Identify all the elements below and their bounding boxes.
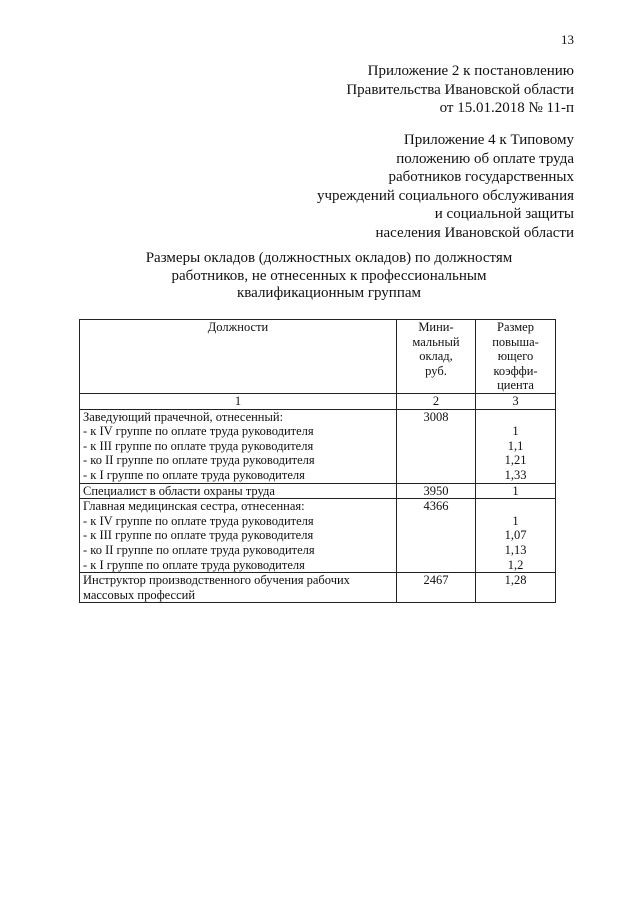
column-number: 3: [476, 393, 556, 409]
appendix-reference-typical-regulation: [317, 131, 574, 242]
document-title: [0, 250, 640, 303]
appendix-line: учреждений социального обслуживания: [316, 187, 574, 204]
table-row: [80, 499, 556, 573]
column-number: 2: [397, 393, 476, 409]
salary-table: [79, 319, 556, 603]
min-salary-cell: 3950: [397, 483, 476, 499]
min-salary-cell: 4366: [397, 499, 476, 573]
column-number: 1: [80, 393, 397, 409]
page-number: 13: [561, 32, 574, 47]
appendix-line: Приложение 2 к постановлению: [367, 63, 574, 79]
title-line: Размеры окладов (должностных окладов) по должностям: [145, 250, 513, 266]
appendix-line: Правительства Ивановской области: [346, 81, 574, 98]
title-line: работников, не отнесенных к профессиональным: [171, 267, 487, 284]
column-number-row: [80, 393, 556, 409]
position-cell: Главная медицинская сестра, отнесенная: - к IV группе по оплате труда руководителя - к III группе по оплате труда руководителя - ко II группе по оплате труда руководителя - к I группе по оплате труда руководителя: [80, 499, 397, 573]
position-cell: Заведующий прачечной, отнесенный: - к IV группе по оплате труда руководителя - к III группе по оплате труда руководителя - ко II группе по оплате труда руководителя - к I группе по оплате труда руководителя: [80, 409, 397, 483]
appendix-line: положению об оплате труда: [396, 150, 574, 167]
appendix-reference: [346, 62, 574, 118]
appendix-line: населения Ивановской области: [375, 224, 574, 241]
header-coefficient: Размер повыша- ющего коэффи- циента: [476, 320, 556, 394]
header-position: Должности: [80, 320, 397, 394]
header-min-salary: Мини- мальный оклад, руб.: [397, 320, 476, 394]
coefficient-cell: 1: [476, 483, 556, 499]
appendix-line: и социальной защиты: [434, 206, 574, 222]
appendix-line: работников государственных: [388, 169, 574, 185]
appendix-line: Приложение 4 к Типовому: [403, 132, 574, 148]
title-line: квалификационным группам: [236, 285, 422, 301]
table-row: [80, 483, 556, 499]
min-salary-cell: 3008: [397, 409, 476, 483]
table-row: [80, 573, 556, 603]
coefficient-cell: 1 1,07 1,13 1,2: [476, 499, 556, 573]
min-salary-cell: 2467: [397, 573, 476, 603]
table-header-row: [80, 320, 556, 394]
coefficient-cell: 1,28: [476, 573, 556, 603]
table-row: [80, 409, 556, 483]
appendix-line: от 15.01.2018 № 11-п: [439, 100, 574, 116]
position-cell: Инструктор производственного обучения рабочих массовых профессий: [80, 573, 397, 603]
coefficient-cell: 1 1,1 1,21 1,33: [476, 409, 556, 483]
position-cell: Специалист в области охраны труда: [80, 483, 397, 499]
